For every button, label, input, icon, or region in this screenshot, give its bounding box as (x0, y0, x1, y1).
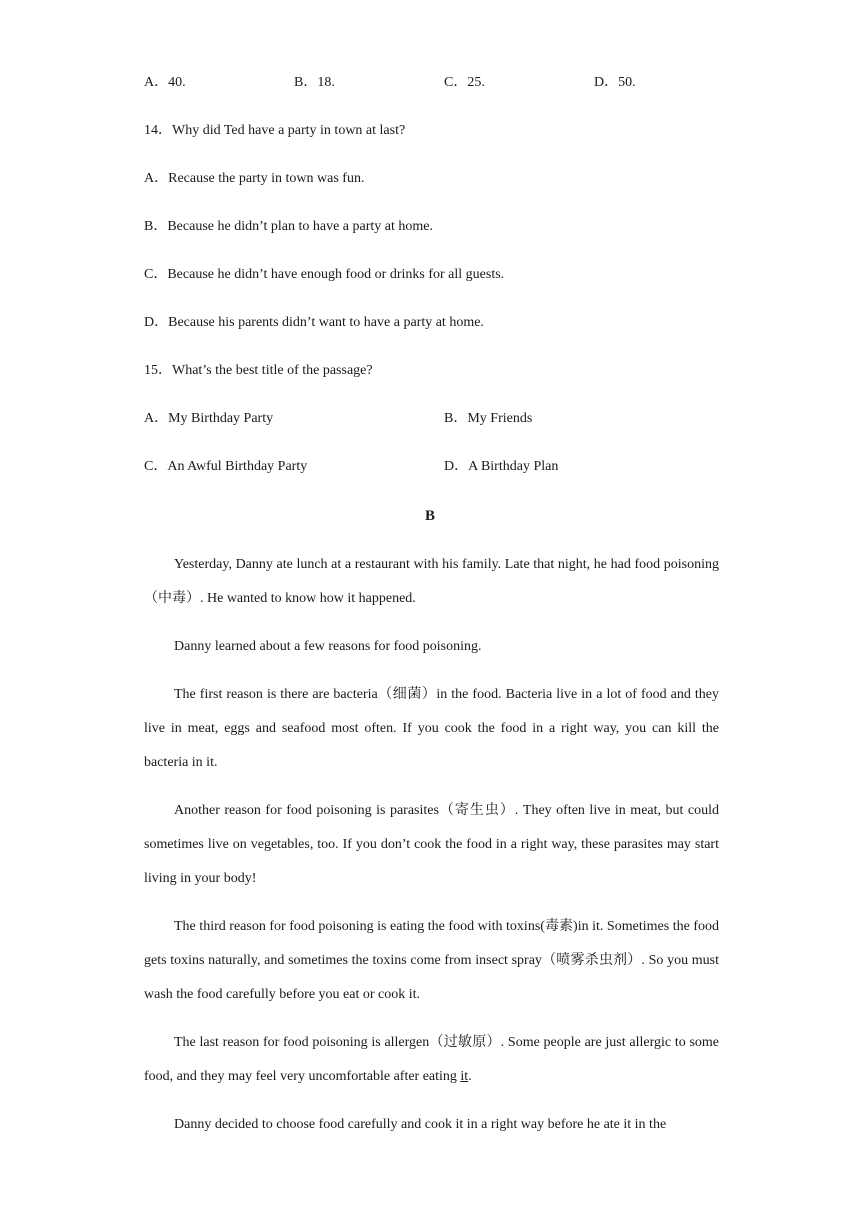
paragraph-4: Another reason for food poisoning is parasites（寄生虫）. They often live in meat, but could sometimes live on vegetables, too. If you don’t cook the food in a right way, these parasites may start living in your body! (144, 803, 719, 886)
paragraph-6-end: . (468, 1069, 472, 1084)
paragraph-1: Yesterday, Danny ate lunch at a restaurant with his family. Late that night, he had food poisoning（中毒）. He wanted to know how it happened. (144, 557, 719, 606)
q14-question: 14．Why did Ted have a party in town at last? (144, 123, 406, 138)
paragraph-3: The first reason is there are bacteria（细菌）in the food. Bacteria live in a lot of food and they live in meat, eggs and seafood most often. If you cook the food in a right way, you can kill the bacteria in it. (144, 687, 719, 770)
q13-option-a: A．40. (144, 75, 186, 90)
q15-option-a: A．My Birthday Party (144, 411, 274, 426)
paragraph-2: Danny learned about a few reasons for food poisoning. (174, 639, 482, 654)
q13-option-d: D．50. (594, 75, 636, 90)
paragraph-6-text: The last reason for food poisoning is allergen（过敏原）. Some people are just allergic to some food, and they may feel very uncomfortable after eating (144, 1035, 719, 1084)
q14-option-c: C．Because he didn’t have enough food or drinks for all guests. (144, 267, 505, 282)
paragraph-7: Danny decided to choose food carefully and cook it in a right way before he ate it in the (174, 1117, 667, 1132)
q13-option-c: C．25. (444, 75, 485, 90)
q15-question: 15．What’s the best title of the passage? (144, 363, 373, 378)
paragraph-6 (144, 1026, 719, 1094)
q14-option-b: B．Because he didn’t plan to have a party at home. (144, 219, 433, 234)
q14-option-d: D．Because his parents didn’t want to have a party at home. (144, 315, 484, 330)
paragraph-5: The third reason for food poisoning is eating the food with toxins(毒素)in it. Sometimes the food gets toxins naturally, and sometimes the toxins come from insect spray（喷雾杀虫剂）. So you must wash the food carefully before you eat or cook it. (144, 919, 719, 1002)
q13-option-b: B．18. (294, 75, 335, 90)
section-heading: B (424, 508, 435, 524)
q15-option-d: D．A Birthday Plan (444, 459, 559, 474)
underlined-word: it (460, 1069, 469, 1084)
q14-option-a: A．Recause the party in town was fun. (144, 171, 365, 186)
q15-option-c: C．An Awful Birthday Party (144, 459, 308, 474)
q15-option-b: B．My Friends (444, 411, 533, 426)
